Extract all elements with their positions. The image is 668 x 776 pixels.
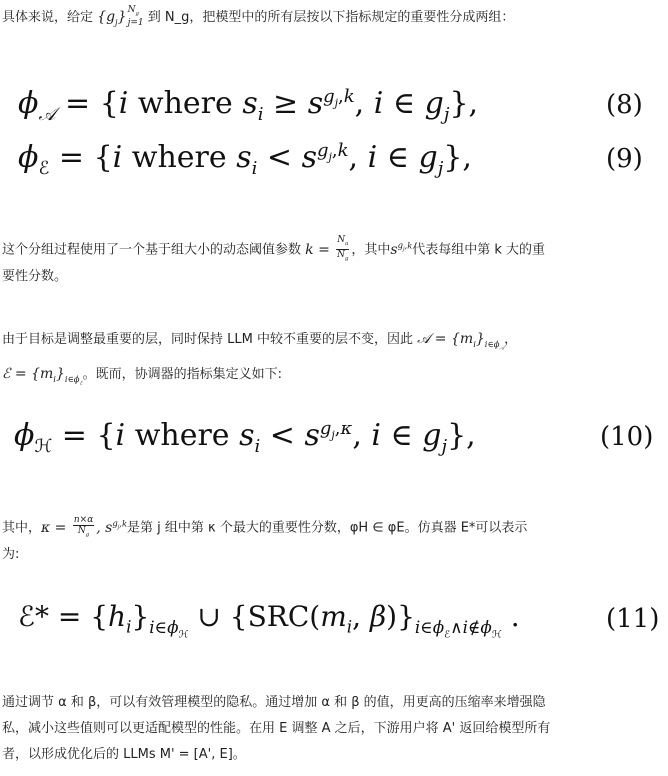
- inline-math-group-set: $\{g_j\}$ $N_g$ j=1: [97, 5, 144, 28]
- paragraph-intro: [2, 4, 664, 35]
- threshold-text-mid: ，其中: [351, 242, 391, 258]
- paragraph-threshold: [2, 232, 664, 290]
- inline-math-E-def: ℰ = $\{m_i\}_{i\in\phi_ℰ}$: [2, 366, 83, 387]
- equation-11-number: (11): [606, 604, 660, 634]
- equation-11: [0, 600, 668, 644]
- equation-10-number: (10): [600, 422, 654, 452]
- equation-10: [0, 418, 668, 462]
- intro-text-before: 具体来说，给定: [2, 10, 94, 25]
- privacy-text-line1: 通过调节 α 和 β，可以有效管理模型的隐私。通过增加 α 和 β 的值，用更高的压缩率来增强隐: [2, 695, 546, 710]
- equation-11-body: ℰ* = $\{h_i\}_{i\in\phi_ℋ}$ ∪ {$SRC(m_i$, $\beta)\}_{i\in\phi_ℰ\wedge i\notin\phi_ℋ}$ .: [18, 600, 520, 640]
- equation-8-body: $\phi_𝒜 = \{i$ where $s_i \ge s^{g_j,k}$, i ∈ $g_j$},: [18, 86, 479, 125]
- equation-10-body: $\phi_ℋ = \{i$ where $s_i < s^{g_j,\kappa}$, i ∈ $g_j$},: [14, 418, 476, 457]
- threshold-text-line2: 要性分数。: [2, 268, 68, 284]
- kappa-text-before: 其中，: [2, 520, 42, 536]
- privacy-text-line2: 私，减小这些值则可以更适配模型的性能。在用 E 调整 A 之后，下游用户将 A' 返回给模型所有: [2, 721, 551, 736]
- equation-8-number: (8): [606, 90, 643, 120]
- inline-math-k-def: k = $\frac{N_a}{N_g}$: [305, 235, 349, 262]
- inline-math-s-gjk: $s^{g_j,k}$: [390, 240, 413, 258]
- equation-9-body: $\phi_ℰ = \{i$ where $s_i < s^{g_j,k}$, i ∈ $g_j$},: [18, 140, 472, 179]
- kappa-text-mid: 是第 j 组中第 κ 个最大的重要性分数，φH ∈ φE。仿真器 E*可以表示: [127, 520, 528, 536]
- threshold-text-after: 代表每组中第 k 大的重: [412, 242, 546, 258]
- goal-text-line1: 由于目标是调整最重要的层，同时保持 LLM 中较不重要的层不变，因此: [2, 332, 413, 347]
- inline-math-kappa-def: κ = $\frac{n\times\alpha}{N_g}$ , $s^{g_j,k}$: [41, 515, 128, 539]
- goal-text-line2: 。既而，协调器的指标集定义如下:: [82, 367, 282, 383]
- paragraph-kappa: [2, 510, 664, 568]
- paragraph-goal: 由于目标是调整最重要的层，同时保持 LLM 中较不重要的层不变，因此 𝒜 = $\{m_i\}_{i\in\phi_𝒜}$， ℰ = $\{m_i\}_{i\in\phi_ℰ}$。既而，协调器的指标集定义如下:: [2, 331, 518, 387]
- inline-math-A-def: 𝒜 = $\{m_i\}_{i\in\phi_𝒜}$: [417, 331, 505, 352]
- privacy-text-line3: 者，以形成优化后的 LLMs M' = [A', E]。: [2, 747, 246, 762]
- paragraph-privacy: [2, 690, 664, 768]
- equation-9-number: (9): [606, 144, 643, 174]
- kappa-text-line2: 为:: [2, 546, 20, 562]
- intro-text-after: 到 N_g，把模型中的所有层按以下指标规定的重要性分成两组：: [147, 10, 515, 25]
- equation-8: [0, 86, 668, 126]
- threshold-text-before: 这个分组过程使用了一个基于组大小的动态阈值参数: [2, 242, 302, 258]
- equation-9: [0, 140, 668, 180]
